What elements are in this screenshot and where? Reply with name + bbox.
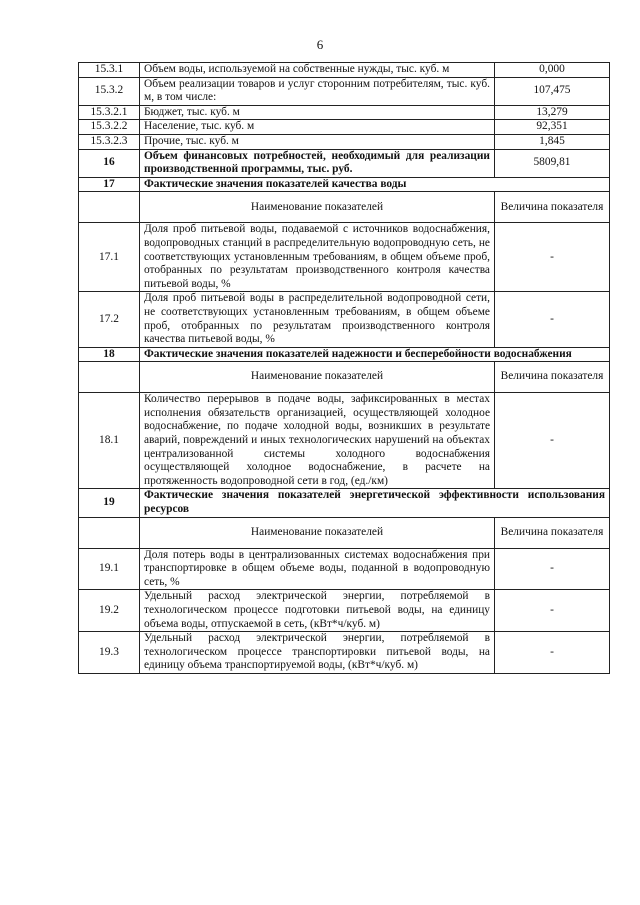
row-number: 19.1 [79, 548, 140, 590]
table-row [79, 77, 610, 105]
row-value: 0,000 [495, 63, 610, 78]
row-description: Доля потерь воды в централизованных системах водоснабжения при транспортировке в общем объеме воды, поданной в водопроводную сеть, % [140, 548, 495, 590]
row-description: Объем реализации товаров и услуг сторонним потребителям, тыс. куб. м, в том числе: [140, 77, 495, 105]
section-number: 19 [79, 489, 140, 517]
table-row [79, 105, 610, 120]
row-number: 15.3.2.1 [79, 105, 140, 120]
table-row [79, 292, 610, 347]
section-row [79, 489, 610, 517]
table-row [79, 590, 610, 632]
header-empty-cell [79, 192, 140, 223]
header-value-cell: Величина показателя [495, 362, 610, 393]
header-value-cell: Величина показателя [495, 517, 610, 548]
table-row [79, 223, 610, 292]
table-row [79, 120, 610, 135]
section-number: 17 [79, 177, 140, 192]
indicators-table [78, 62, 610, 674]
section-title: Фактические значения показателей энергетической эффективности использования ресурсов [140, 489, 610, 517]
row-number: 15.3.2 [79, 77, 140, 105]
row-value: - [495, 292, 610, 347]
row-number: 15.3.1 [79, 63, 140, 78]
row-number: 18.1 [79, 393, 140, 489]
page-number: 6 [316, 37, 324, 52]
row-description: Доля проб питьевой воды, подаваемой с источников водоснабжения, водопроводных станций в распределительную водопроводную сеть, не соответствующих установленным требованиям, в общем объеме проб, отобранных по результатам производственного контроля качества питьевой воды, % [140, 223, 495, 292]
section-title: Фактические значения показателей надежности и бесперебойности водоснабжения [140, 347, 610, 362]
row-value: 107,475 [495, 77, 610, 105]
header-value-cell: Величина показателя [495, 192, 610, 223]
row-value: - [495, 223, 610, 292]
table-row [79, 393, 610, 489]
table-row [79, 632, 610, 674]
header-name-cell: Наименование показателей [140, 192, 495, 223]
row-value: 1,845 [495, 134, 610, 149]
row-description: Доля проб питьевой воды в распределительной водопроводной сети, не соответствующих установленным требованиям, в общем объеме проб, отобранных по результатам производственного контроля качества питьевой воды, % [140, 292, 495, 347]
table-header-row [79, 362, 610, 393]
row-description: Количество перерывов в подаче воды, зафиксированных в местах исполнения обязательств организацией, осуществляющей холодное водоснабжение, по подаче холодной воды, возникших в результате аварий, повреждений и иных технологических нарушений на объектах централизованной системы холодного водоснабжения осуществляющей холодное водоснабжение, в расчете на протяженность водопроводной сети в год, (ед./км) [140, 393, 495, 489]
row-value: - [495, 632, 610, 674]
table-row [79, 548, 610, 590]
row-description: Удельный расход электрической энергии, потребляемой в технологическом процессе транспортировки питьевой воды, на единицу объема транспортируемой воды, (кВт*ч/куб. м) [140, 632, 495, 674]
header-name-cell: Наименование показателей [140, 517, 495, 548]
row-number: 15.3.2.2 [79, 120, 140, 135]
row-description: Удельный расход электрической энергии, потребляемой в технологическом процессе подготовки питьевой воды, на единицу объема воды, отпускаемой в сеть, (кВт*ч/куб. м) [140, 590, 495, 632]
table-header-row [79, 517, 610, 548]
header-empty-cell [79, 362, 140, 393]
row-description: Население, тыс. куб. м [140, 120, 495, 135]
table-body [79, 63, 610, 674]
header-name-cell: Наименование показателей [140, 362, 495, 393]
row-value: - [495, 590, 610, 632]
row-number: 17.2 [79, 292, 140, 347]
row-description: Объем воды, используемой на собственные нужды, тыс. куб. м [140, 63, 495, 78]
row-number: 17.1 [79, 223, 140, 292]
section-title: Фактические значения показателей качества воды [140, 177, 610, 192]
section-row [79, 347, 610, 362]
table-row [79, 63, 610, 78]
row-number: 19.3 [79, 632, 140, 674]
row-description: Объем финансовых потребностей, необходимый для реализации производственной программы, тыс. руб. [140, 149, 495, 177]
header-empty-cell [79, 517, 140, 548]
row-number: 19.2 [79, 590, 140, 632]
table-row [79, 149, 610, 177]
row-value: - [495, 548, 610, 590]
row-number: 15.3.2.3 [79, 134, 140, 149]
row-number: 16 [79, 149, 140, 177]
table-row [79, 134, 610, 149]
row-description: Бюджет, тыс. куб. м [140, 105, 495, 120]
row-value: 5809,81 [495, 149, 610, 177]
row-value: 13,279 [495, 105, 610, 120]
table-header-row [79, 192, 610, 223]
row-value: 92,351 [495, 120, 610, 135]
row-value: - [495, 393, 610, 489]
section-number: 18 [79, 347, 140, 362]
section-row [79, 177, 610, 192]
row-description: Прочие, тыс. куб. м [140, 134, 495, 149]
